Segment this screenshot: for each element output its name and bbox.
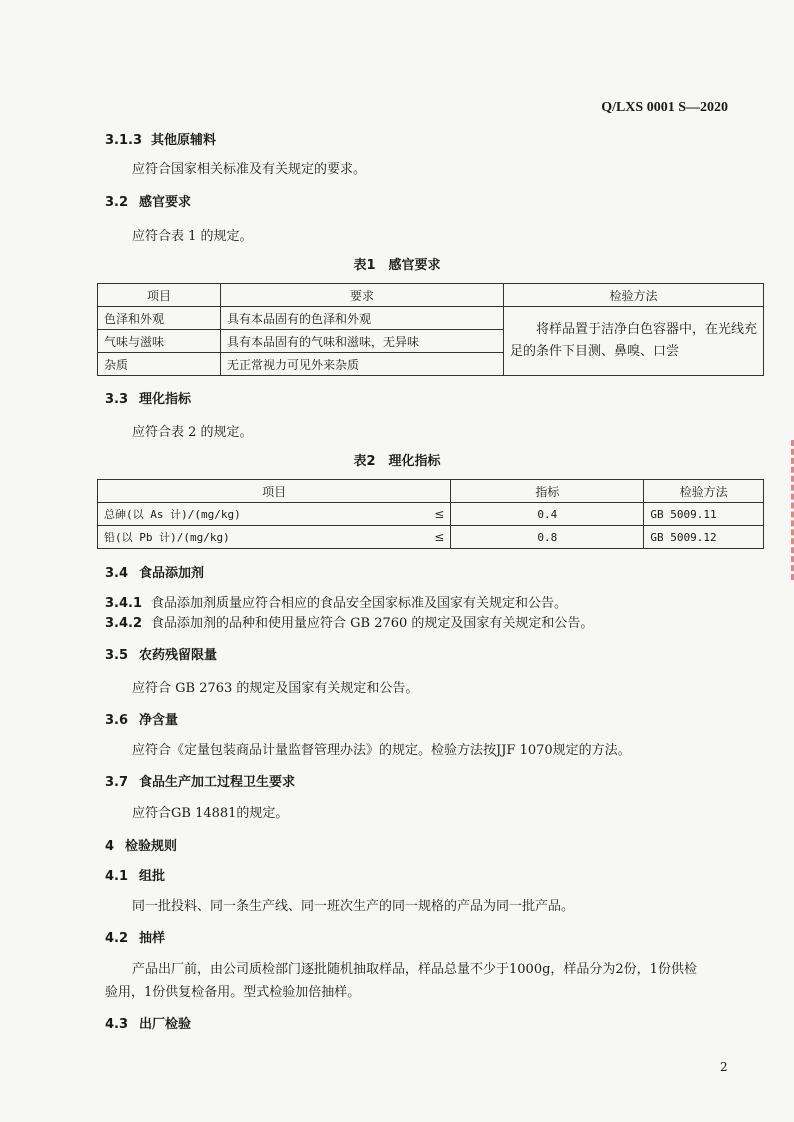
paragraph-line: 产品出厂前，由公司质检部门逐批随机抽取样品，样品总量不少于1000g，样品分为2份，1份供检 bbox=[132, 962, 697, 977]
cell: 总砷(以 As 计)/(mg/kg) bbox=[98, 503, 419, 526]
section-number: 3.4.1 bbox=[105, 596, 143, 611]
cell: 无正常视力可见外来杂质 bbox=[221, 353, 504, 376]
table-header-row bbox=[98, 284, 764, 307]
section-title: 感官要求 bbox=[139, 195, 192, 210]
table-header-row bbox=[98, 480, 764, 503]
cell: 铅(以 Pb 计)/(mg/kg) bbox=[98, 526, 419, 549]
heading-4-3 bbox=[105, 1013, 191, 1032]
section-title: 食品生产加工过程卫生要求 bbox=[139, 775, 296, 790]
col-header: 指标 bbox=[451, 480, 644, 503]
section-number: 4.2 bbox=[105, 931, 129, 946]
section-title: 抽样 bbox=[139, 931, 166, 946]
table1-caption: 表1 感官要求 bbox=[353, 258, 441, 273]
heading-3-3 bbox=[105, 388, 191, 407]
cell: GB 5009.11 bbox=[644, 503, 764, 526]
cell: 色泽和外观 bbox=[98, 307, 221, 330]
section-number: 3.4.2 bbox=[105, 616, 143, 631]
paragraph: 应符合GB 14881的规定。 bbox=[132, 806, 289, 821]
method-cell: 将样品置于洁净白色容器中，在光线充足的条件下目测、鼻嗅、口尝 bbox=[504, 307, 764, 376]
heading-3-6 bbox=[105, 709, 178, 728]
paragraph-line: 验用，1份供复检备用。型式检验加倍抽样。 bbox=[105, 985, 361, 1000]
section-number: 3.4 bbox=[105, 566, 129, 581]
heading-3-5 bbox=[105, 644, 217, 663]
paragraph: 应符合 GB 2763 的规定及国家有关规定和公告。 bbox=[132, 681, 419, 696]
clause-text: 食品添加剂质量应符合相应的食品安全国家标准及国家有关规定和公告。 bbox=[151, 596, 568, 611]
section-number: 3.7 bbox=[105, 775, 129, 790]
section-title: 理化指标 bbox=[139, 392, 192, 407]
paragraph: 应符合表 1 的规定。 bbox=[132, 229, 253, 244]
table1-sensory bbox=[97, 283, 764, 376]
table-row bbox=[98, 307, 764, 330]
table-row bbox=[98, 526, 764, 549]
heading-3-1-3 bbox=[105, 129, 216, 148]
section-title: 出厂检验 bbox=[139, 1017, 192, 1032]
cell: 具有本品固有的气味和滋味，无异味 bbox=[221, 330, 504, 353]
clause-text: 食品添加剂的品种和使用量应符合 GB 2760 的规定及国家有关规定和公告。 bbox=[151, 616, 594, 631]
section-title: 检验规则 bbox=[125, 839, 178, 854]
section-title: 净含量 bbox=[139, 713, 179, 728]
heading-4-1 bbox=[105, 865, 165, 884]
page-number: 2 bbox=[720, 1060, 728, 1074]
cell: 0.8 bbox=[451, 526, 644, 549]
col-header: 项目 bbox=[98, 284, 221, 307]
section-number: 3.6 bbox=[105, 713, 129, 728]
section-title: 其他原辅料 bbox=[151, 133, 217, 148]
heading-3-7 bbox=[105, 771, 295, 790]
section-title: 组批 bbox=[139, 869, 166, 884]
section-title: 农药残留限量 bbox=[139, 648, 218, 663]
cell: 杂质 bbox=[98, 353, 221, 376]
section-number: 4 bbox=[105, 839, 115, 854]
section-number: 4.3 bbox=[105, 1017, 129, 1032]
stamp-edge-mark bbox=[781, 440, 794, 580]
heading-3-2 bbox=[105, 191, 191, 210]
cell: 0.4 bbox=[451, 503, 644, 526]
paragraph: 应符合国家相关标准及有关规定的要求。 bbox=[132, 162, 367, 177]
col-header: 要求 bbox=[221, 284, 504, 307]
cell: GB 5009.12 bbox=[644, 526, 764, 549]
section-title: 食品添加剂 bbox=[139, 566, 205, 581]
clause-3-4-2 bbox=[105, 612, 593, 631]
heading-4 bbox=[105, 835, 177, 854]
paragraph: 应符合表 2 的规定。 bbox=[132, 425, 253, 440]
heading-3-4 bbox=[105, 562, 204, 581]
clause-3-4-1 bbox=[105, 592, 567, 611]
table-row bbox=[98, 503, 764, 526]
table2-physicochemical bbox=[97, 479, 764, 549]
section-number: 3.5 bbox=[105, 648, 129, 663]
col-header: 检验方法 bbox=[504, 284, 764, 307]
section-number: 3.1.3 bbox=[105, 133, 143, 148]
doc-code: Q/LXS 0001 S—2020 bbox=[601, 100, 728, 115]
table2-caption: 表2 理化指标 bbox=[353, 454, 441, 469]
cell: ≤ bbox=[418, 503, 451, 526]
paragraph: 应符合《定量包装商品计量监督管理办法》的规定。检验方法按JJF 1070规定的方法。 bbox=[132, 743, 631, 758]
cell: ≤ bbox=[418, 526, 451, 549]
col-header: 项目 bbox=[98, 480, 451, 503]
section-number: 3.3 bbox=[105, 392, 129, 407]
heading-4-2 bbox=[105, 927, 165, 946]
cell: 具有本品固有的色泽和外观 bbox=[221, 307, 504, 330]
section-number: 3.2 bbox=[105, 195, 129, 210]
col-header: 检验方法 bbox=[644, 480, 764, 503]
paragraph: 同一批投料、同一条生产线、同一班次生产的同一规格的产品为同一批产品。 bbox=[132, 899, 575, 914]
section-number: 4.1 bbox=[105, 869, 129, 884]
cell: 气味与滋味 bbox=[98, 330, 221, 353]
